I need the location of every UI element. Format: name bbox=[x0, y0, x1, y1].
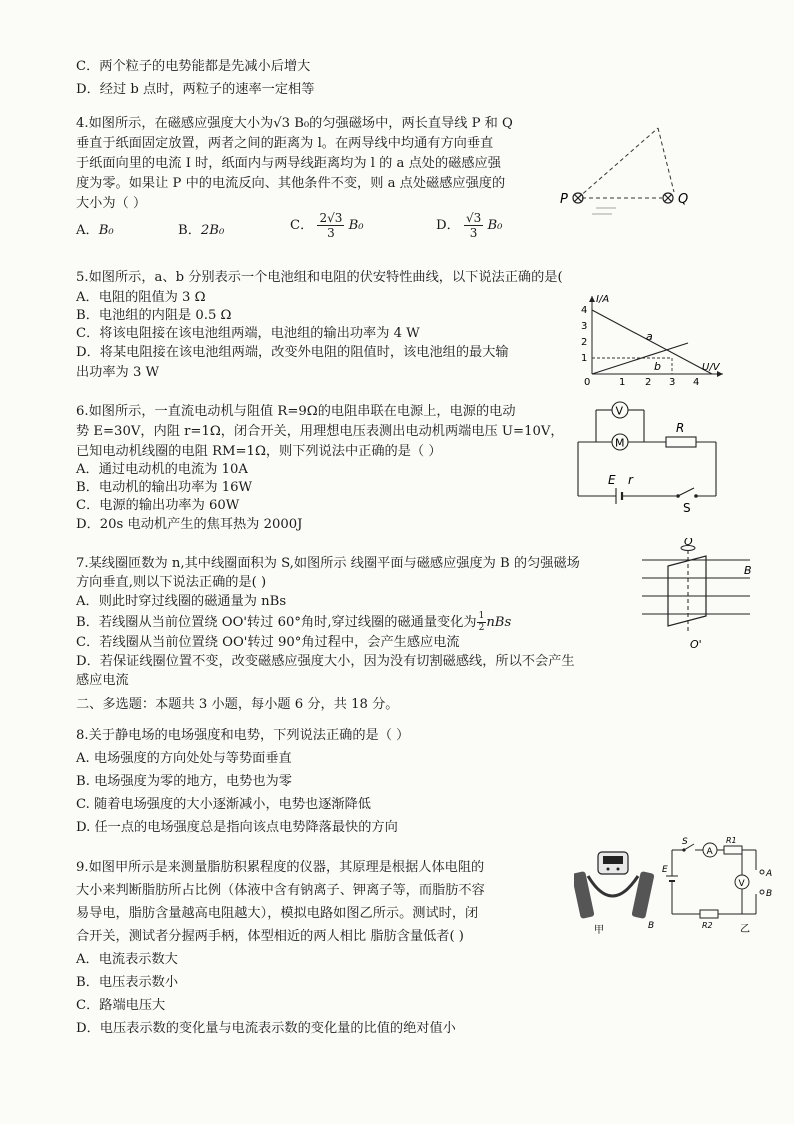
q8-option-b: B. 电场强度为零的地方，电势也为零 bbox=[76, 774, 292, 789]
q4-option-a-value: B₀ bbox=[98, 223, 114, 238]
q6-switch-icon bbox=[678, 488, 694, 496]
q4-option-d-label: D． bbox=[436, 218, 460, 233]
q6-stem-line1: 6.如图所示，一直流电动机与阻值 R=9Ω的电阻串联在电源上，电源的电动 bbox=[76, 404, 516, 419]
q6-voltmeter-label: V bbox=[615, 404, 624, 418]
q9-point-a-label: A bbox=[766, 869, 773, 879]
q8-option-c: C. 随着电场强度的大小逐渐减小，电势也逐渐降低 bbox=[76, 797, 371, 812]
q7-option-b bbox=[76, 612, 511, 633]
q9-figure-yi-label: 乙 bbox=[740, 924, 750, 935]
q4-dash-a-q bbox=[658, 128, 674, 192]
q7-axis-bottom-label: O' bbox=[690, 638, 702, 650]
q4-option-c bbox=[290, 212, 364, 239]
q4-option-d-unit: B₀ bbox=[487, 218, 503, 233]
q6-internal-r-label: r bbox=[628, 473, 633, 487]
q9-option-d: D．电压表示数的变化量与电流表示数的变化量的比值的绝对值小 bbox=[76, 1021, 456, 1036]
q5-label-b: b bbox=[654, 360, 661, 373]
q9-terminal-a-icon bbox=[760, 870, 764, 874]
q9-ammeter-label: A bbox=[706, 847, 713, 857]
q9-handle-b-label: B bbox=[648, 921, 655, 931]
q7-stem-line2: 方向垂直,则以下说法正确的是( ) bbox=[76, 575, 267, 590]
q9-stem-line1: 9.如图甲所示是来测量脂肪积累程度的仪器，其原理是根据人体电阻的 bbox=[76, 860, 485, 875]
q7-option-a: A．则此时穿过线圈的磁通量为 nBs bbox=[76, 594, 287, 609]
q9-device-screen-icon bbox=[603, 856, 623, 864]
q7-field-label: B bbox=[744, 564, 752, 577]
q6-switch-label: S bbox=[683, 501, 691, 514]
q4-option-b-label: B． bbox=[178, 223, 201, 238]
q4-stem-line4: 度为零。如果让 P 中的电流反向、其他条件不变，则 a 点处磁感应强度的 bbox=[76, 176, 506, 191]
q6-option-c: C．电源的输出功率为 60W bbox=[76, 498, 240, 513]
q9-r1-label: R1 bbox=[726, 836, 737, 845]
q6-emf-label: E bbox=[608, 473, 616, 487]
q4-dash-p-a bbox=[578, 128, 658, 198]
q5-x-tick-2: 2 bbox=[645, 377, 652, 388]
q6-option-a: A．通过电动机的电流为 10A bbox=[76, 462, 248, 477]
q4-option-d-fraction: $\frac{√3}{3}$ bbox=[465, 211, 482, 240]
q4-stem-line3: 于纸面向里的电流 I 时，纸面内与两导线距离均为 l 的 a 点处的磁感应强 bbox=[76, 156, 501, 171]
q4-stem-line1: 4.如图所示，在磁感应强度大小为√3 B₀的匀强磁场中，两长直导线 P 和 Q bbox=[76, 116, 513, 131]
q3-option-c: C．两个粒子的电势能都是先减小后增大 bbox=[76, 59, 311, 74]
q5-option-d-line1: D．将某电阻接在该电池组两端，改变外电阻的阻值时，该电池组的最大输 bbox=[76, 345, 509, 360]
q5-line-b bbox=[592, 343, 688, 374]
q5-option-c: C．将该电阻接在该电池组两端，电池组的输出功率为 4 W bbox=[76, 326, 420, 341]
q9-option-a: A．电流表示数大 bbox=[76, 952, 178, 967]
q5-y-tick-2: 2 bbox=[581, 337, 588, 348]
q7-coil-figure bbox=[640, 538, 758, 650]
q5-option-b: B．电池组的内阻是 0.5 Ω bbox=[76, 308, 232, 323]
q9-switch-label: S bbox=[682, 837, 688, 847]
q9-point-b-label: B bbox=[766, 889, 773, 899]
q5-y-tick-1: 1 bbox=[581, 353, 588, 364]
q5-x-tick-1: 1 bbox=[619, 377, 626, 388]
q7-option-b-tail: nBs bbox=[486, 615, 512, 630]
q8-stem: 8.关于静电场的电场强度和电势，下列说法正确的是（ ） bbox=[76, 728, 410, 743]
q7-option-d-line1: D．若保证线圈位置不变，改变磁感应强度大小，因为没有切割磁感线，所以不会产生 bbox=[76, 654, 575, 669]
q9-emf-label: E bbox=[662, 865, 668, 875]
q4-label-p: P bbox=[560, 192, 568, 207]
q4-option-d bbox=[436, 212, 502, 239]
q5-x-label: U/V bbox=[702, 362, 720, 373]
q4-option-b-value: 2B₀ bbox=[200, 223, 225, 238]
q5-iv-graph bbox=[578, 290, 728, 390]
q6-circuit-figure bbox=[572, 398, 722, 514]
q9-stem-line3: 易导电，脂肪含量越高电阻越大），模拟电路如图乙所示。测试时，闭 bbox=[76, 906, 479, 921]
q5-label-a: a bbox=[646, 330, 653, 343]
q7-option-c: C．若线圈从当前位置绕 OO'转过 90°角过程中，会产生感应电流 bbox=[76, 635, 460, 650]
q9-r2-icon bbox=[700, 910, 718, 918]
q9-r2-label: R2 bbox=[702, 921, 713, 930]
q4-label-q: Q bbox=[678, 192, 689, 207]
q5-origin: 0 bbox=[584, 377, 591, 388]
q9-circuit-figure bbox=[662, 836, 782, 936]
q6-option-d: D．20s 电动机产生的焦耳热为 2000J bbox=[76, 517, 303, 532]
q9-option-c: C．路端电压大 bbox=[76, 998, 166, 1013]
q4-option-c-label: C． bbox=[290, 218, 314, 233]
q5-x-tick-3: 3 bbox=[669, 377, 676, 388]
q7-option-d-line2: 感应电流 bbox=[76, 673, 129, 688]
q4-option-c-unit: B₀ bbox=[348, 218, 364, 233]
q5-option-d-line2: 出功率为 3 W bbox=[76, 365, 160, 380]
q3-option-d: D．经过 b 点时，两粒子的速率一定相等 bbox=[76, 82, 315, 97]
q9-device-button-icon bbox=[607, 868, 610, 871]
q5-y-label: I/A bbox=[596, 294, 610, 305]
q6-option-b: B．电动机的输出功率为 16W bbox=[76, 480, 253, 495]
q9-terminal-b-icon bbox=[760, 890, 764, 894]
q7-coil-icon bbox=[668, 556, 706, 626]
q7-axis-top-label: O bbox=[684, 538, 693, 548]
q9-handle-left-icon bbox=[574, 871, 595, 919]
q6-resistor-label: R bbox=[676, 421, 685, 435]
q8-option-d: D. 任一点的电场强度总是指向该点电势降落最快的方向 bbox=[76, 820, 398, 835]
q7-option-b-fraction: $\frac{1}{2}$ bbox=[478, 611, 485, 633]
q5-y-tick-3: 3 bbox=[581, 321, 588, 332]
q9-device-button-icon bbox=[617, 868, 620, 871]
q9-figure-jia-label: 甲 bbox=[594, 925, 604, 936]
q6-motor-label: M bbox=[615, 436, 625, 450]
q4-option-a-label: A． bbox=[76, 223, 99, 238]
section2-heading: 二、多选题：本题共 3 小题，每小题 6 分，共 18 分。 bbox=[76, 697, 399, 712]
q6-stem-line3: 已知电动机线圈的电阻 RM=1Ω，则下列说法中正确的是（ ） bbox=[76, 444, 442, 459]
q8-option-a: A. 电场强度的方向处处与等势面垂直 bbox=[76, 751, 292, 766]
q5-x-tick-4: 4 bbox=[693, 377, 700, 388]
q4-option-c-fraction: $\frac{2√3}{3}$ bbox=[319, 211, 343, 240]
q6-resistor-icon bbox=[666, 437, 696, 447]
q9-stem-line2: 大小来判断脂肪所占比例（体液中含有钠离子、钾离子等，而脂肪不容 bbox=[76, 883, 485, 898]
q5-stem-line1: 5.如图所示，a、b 分别表示一个电池组和电阻的伏安特性曲线，以下说法正确的是( bbox=[76, 270, 563, 285]
q6-stem-line2: 势 E=30V，内阻 r=1Ω，闭合开关，用理想电压表测出电动机两端电压 U=10V， bbox=[76, 424, 564, 439]
q5-option-a: A．电阻的阻值为 3 Ω bbox=[76, 290, 206, 305]
q9-arm-band bbox=[588, 876, 638, 896]
q9-option-b: B．电压表示数小 bbox=[76, 975, 179, 990]
q9-device-figure bbox=[574, 836, 658, 936]
q9-r1-icon bbox=[724, 846, 742, 854]
q4-stem-line5: 大小为（ ） bbox=[76, 196, 147, 211]
q9-voltmeter-label: V bbox=[738, 879, 745, 889]
q7-stem-line1: 7.某线圈匝数为 n,其中线圈面积为 S,如图所示 线圈平面与磁感应强度为 B 的匀强磁场 bbox=[76, 556, 580, 571]
q9-stem-line4: 合开关，测试者分握两手柄，体型相近的两人相比 脂肪含量低者( ) bbox=[76, 929, 464, 944]
q4-wire-figure bbox=[556, 108, 716, 228]
q4-stem-line2: 垂直于纸面固定放置，两者之间的距离为 l。在两导线中均通有方向垂直 bbox=[76, 136, 494, 151]
q5-y-tick-4: 4 bbox=[581, 305, 588, 316]
q4-option-b bbox=[178, 222, 224, 239]
q5-y-arrow-icon bbox=[589, 296, 595, 302]
q7-option-b-text: B．若线圈从当前位置绕 OO'转过 60°角时,穿过线圈的磁通量变化为 bbox=[76, 615, 477, 630]
q4-option-a bbox=[76, 222, 114, 239]
